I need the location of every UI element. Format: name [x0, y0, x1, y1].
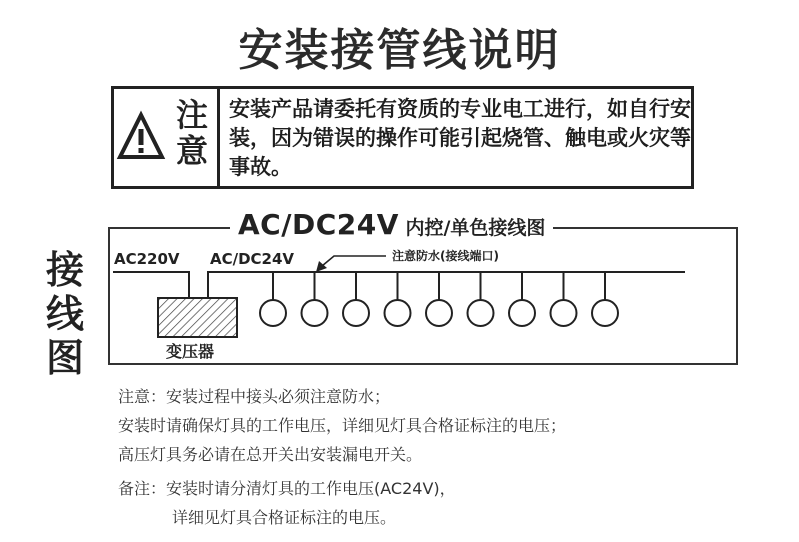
waterproof-pointer-line: [322, 256, 386, 266]
lamp-icon: [260, 300, 286, 326]
note-line-3: 高压灯具务必请在总开关出安装漏电开关。: [118, 445, 423, 464]
lamp-icon: [468, 300, 494, 326]
lamp-icon: [343, 300, 369, 326]
lamp-icon: [509, 300, 535, 326]
warning-label-line2: 意: [175, 132, 208, 170]
ac220v-label: AC220V: [114, 250, 180, 268]
warning-label-line1: 注: [175, 96, 208, 134]
note-line-2: 安装时请确保灯具的工作电压，详细见灯具合格证标注的电压；: [118, 416, 567, 435]
notes: [118, 382, 778, 532]
lamp-icon: [426, 300, 452, 326]
page-title: 安装接管线说明: [238, 25, 561, 76]
lamp-group: [260, 272, 618, 326]
lamp-icon: [385, 300, 411, 326]
transformer: [158, 298, 237, 337]
remark-line-1: 备注：安装时请分清灯具的工作电压(AC24V)，: [118, 479, 456, 498]
diagram-title-sub: 内控/单色接线图: [398, 217, 546, 239]
acdc24v-label: AC/DC24V: [210, 250, 295, 268]
waterproof-note: 注意防水(接线端口): [392, 249, 499, 263]
transformer-label: 变压器: [166, 342, 215, 361]
remark-line-2: 详细见灯具合格证标注的电压。: [172, 508, 397, 527]
lamp-icon: [302, 300, 328, 326]
output-wire: [208, 272, 685, 298]
side-title-line3: 图: [45, 336, 84, 380]
ac220v-wire: [113, 272, 189, 298]
note-line-1: 注意：安装过程中接头必须注意防水；: [118, 387, 391, 406]
lamp-icon: [592, 300, 618, 326]
lamp-icon: [551, 300, 577, 326]
warning-text: 安装产品请委托有资质的专业电工进行，如自行安装，因为错误的操作可能引起烧管、触电或火灾等事故。: [229, 97, 691, 179]
side-title-line1: 接: [45, 248, 84, 292]
side-title-line2: 线: [45, 292, 84, 336]
diagram-title-main: AC/DC24V: [238, 208, 399, 241]
